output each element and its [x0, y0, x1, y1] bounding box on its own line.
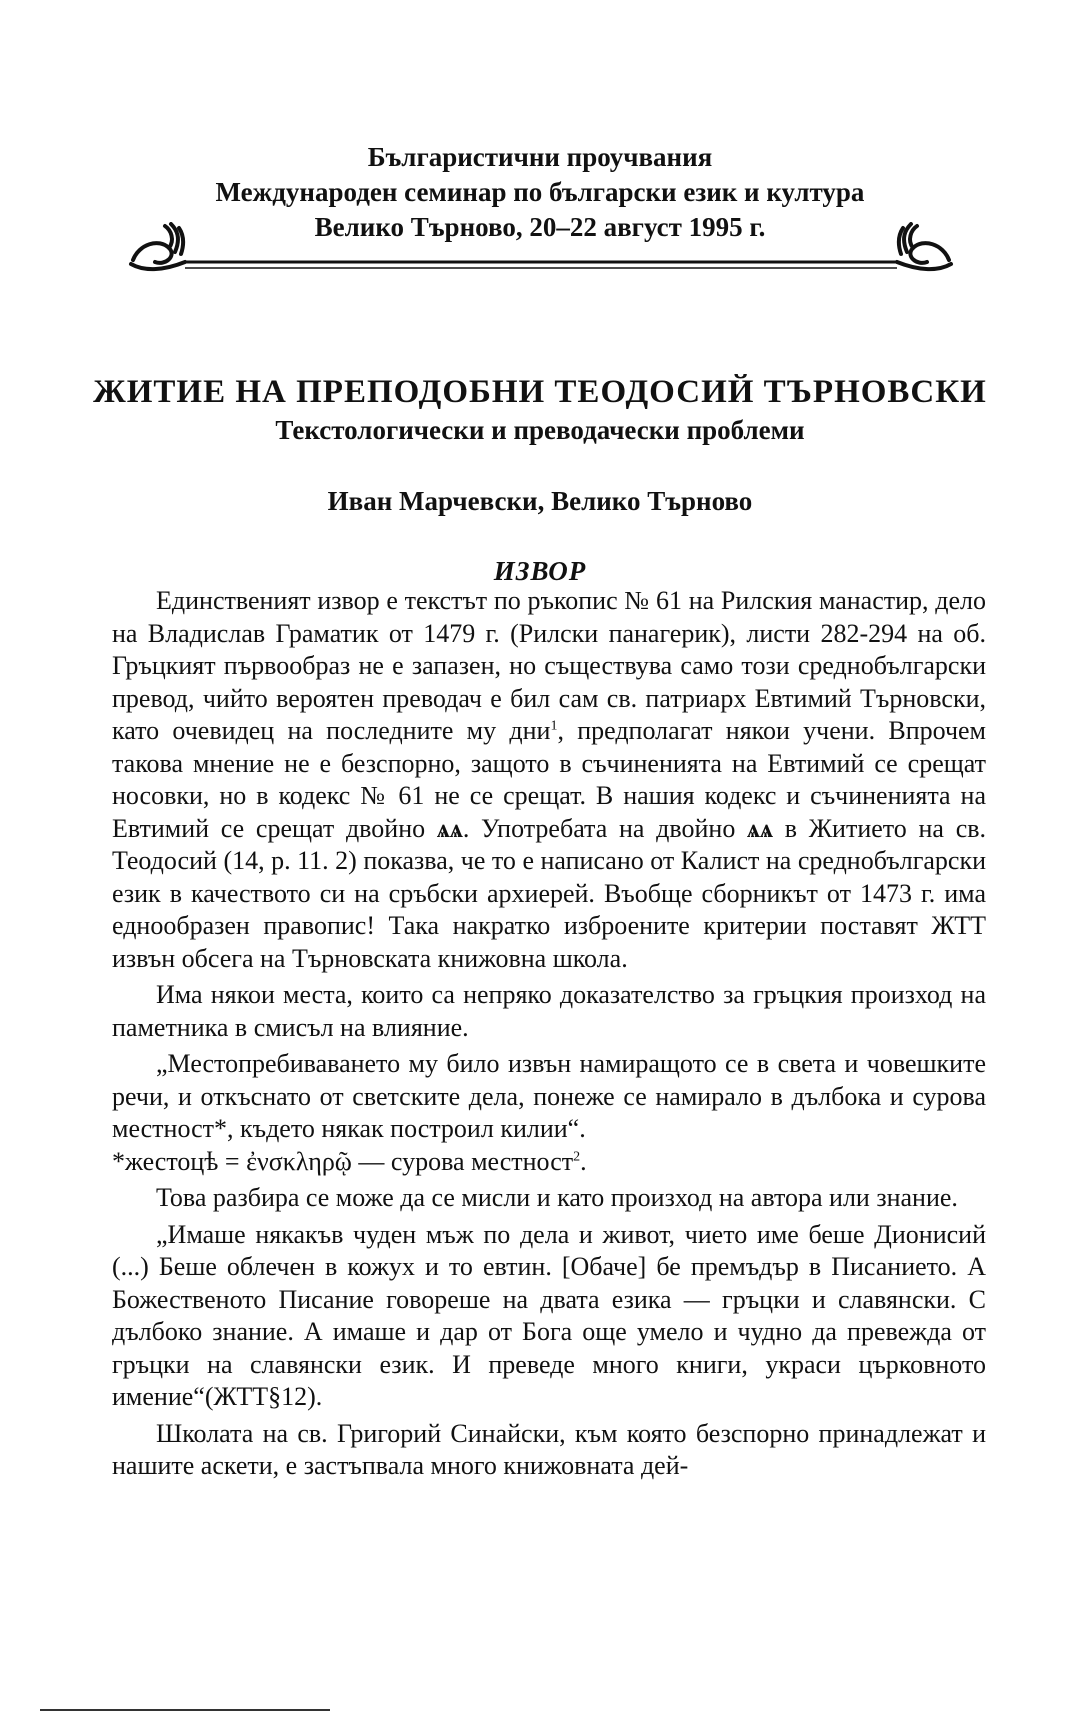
article-body [112, 585, 986, 1487]
paragraph-5: „Имаше някакъв чуден мъж по дела и живот, чието име беше Дионисий (...) Беше облечен в кожух и то евтин. [Обаче] бе премъдър в Писанието. А Божественото Писание говореше на двата езика — гръцки и славянски. С дълбоко знание. А имаше и дар от Бога още умело и чудно да превежда от гръцки на славянски език. И преведе много книги, украси църковното имение“(ЖТТ§12). [112, 1219, 986, 1411]
glyph-double-small-yus: ѧѧ [747, 813, 774, 843]
left-flourish-icon [131, 224, 185, 269]
article-subtitle: Текстологически и преводачески проблеми [275, 415, 805, 445]
article-author: Иван Марчевски, Велико Търново [327, 486, 753, 516]
article-title: ЖИТИЕ НА ПРЕПОДОБНИ ТЕОДОСИЙ ТЪРНОВСКИ [93, 374, 987, 410]
glossary-note: *жестоцѣ = ἐνσκληρῷ — сурова местност [112, 1146, 574, 1176]
footnote-ref-2: 2 [573, 1148, 581, 1164]
glyph-double-small-yus: ѧѧ [436, 813, 463, 843]
footnote-ref-1: 1 [550, 718, 558, 734]
series-title: Българистични проучвания [367, 142, 713, 172]
paragraph-4: Това разбира се може да се мисли и като произход на автора или знание. [156, 1183, 958, 1212]
footnote-separator [40, 1709, 330, 1711]
right-flourish-icon [897, 224, 951, 269]
paragraph-2: Има някои места, които са непряко доказателство за гръцкия произход на паметника в смисъл на влияние. [112, 980, 986, 1042]
seminar-place-date: Велико Търново, 20–22 август 1995 г. [314, 212, 766, 242]
paragraph-3: „Местопребиваването му било извън намиращото се в света и човешките речи, и откъснато от светските дела, понеже се намирало в дълбока и сурова местност*, където някак построил килии“. *жестоцѣ = ἐνσκληρῷ — сурова местност$^2$. [112, 1049, 986, 1176]
paragraph-1: Единственият извор е текстът по ръкопис № 61 на Рилския манастир, дело на Владислав Граматик от 1479 г. (Рилски панагерик), листи 282-294 на об. Гръцкият първообраз не е запазен, но съществува само този среднобългарски превод, чийто вероятен преводач е бил сам св. патриарх Евтимий Търновски, като очевидец на последните му дни$^1$, предполагат някои учени. Впрочем такова мнение не е безспорно, защото в съчиненията на Евтимий се срещат носовки, но в кодекс № 61 не се срещат. В нашия кодекс и съчиненията на Евтимий се срещат двойно ѧѧ. Употребата на двойно ѧѧ в Житието на св. Теодосий (14, р. 11. 2) показва, че то е написано от Калист на среднобългарски език в качеството си на сръбски архиерей. Въобще сборникът от 1473 г. има еднообразен правопис! Така накратко изброените критерии поставят ЖТТ извън обсега на Търновската книжовна школа. [112, 586, 987, 973]
paragraph-6: Школата на св. Григорий Синайски, към която безспорно принадлежат и нашите аскети, е застъпвала много книжовната дей- [112, 1418, 986, 1480]
decorative-rule [125, 222, 957, 282]
seminar-title: Международен семинар по български език и култура [215, 177, 865, 207]
section-heading: ИЗВОР [493, 556, 587, 586]
